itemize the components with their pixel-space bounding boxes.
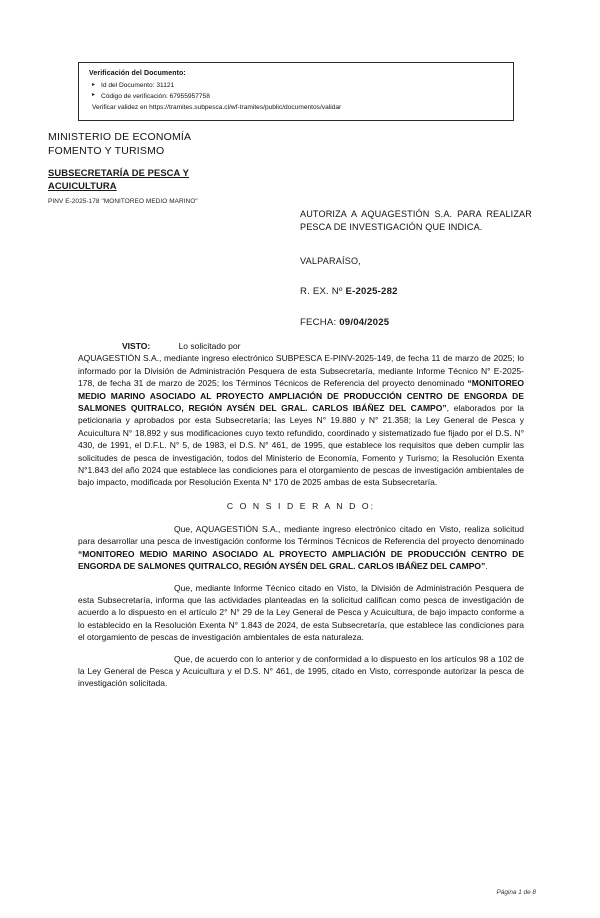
visto-paragraph <box>78 340 524 489</box>
considerando-2: Que, mediante Informe Técnico citado en Visto, la División de Administración Pesquera de esta Subsecretaría, informa que las actividades planteadas en la solicitud califican como pesca de investigación de acuerdo a lo dispuesto en el artículo 2° N° 29 de la Ley General de Pesca y Acuicultura, de bajo impacto conforme a lo establecido en la Resolución Exenta N° 1.843 de 2024, de esta Subsecretaría, que establece las condiciones para el otorgamiento de pescas de investigación ambientales de esta naturaleza. <box>78 582 524 643</box>
list-item: ▸ Id del Documento: 31121 <box>89 81 505 91</box>
header-right-block <box>300 208 532 328</box>
date-label: FECHA: <box>300 317 337 329</box>
visto-text-b: , elaborados por la peticionaria y aprobados por esta Subsecretaría; las Leyes N° 19.880 y N° 21.358; la Ley General de Pesca y Acuicultura N° 18.892 y sus modificaciones cuyo texto refundido, coordinado y sistematizado fue fijado por el D.S. N° 430, de 1991, el D.F.L. N° 5, de 1983, el D.S. N° 461, de 1995, que establece los requisitos que deben cumplir las solicitudes de pesca de investigación, todos del Ministerio de Economía, Fomento y Turismo; la Resolución Exenta N°1.843 del año 2024 que establece las condiciones para el otorgamiento de pescas de investigación ambientales de bajo impacto, modificada por Resolución Exenta N° 170 de 2025 ambas de esta Subsecretaría. <box>78 403 524 488</box>
project-name-bold-2: “MONITOREO MEDIO MARINO ASOCIADO AL PROYECTO AMPLIACIÓN DE PRODUCCIÓN CENTRO DE ENGORDA DE SALMONES QUITRALCO, REGIÓN AYSÉN DEL GRAL. CARLOS IBÁÑEZ DEL CAMPO” <box>78 548 524 572</box>
resolution-number: E-2025-282 <box>345 286 398 298</box>
subsecretaria-line-2: ACUICULTURA <box>48 179 117 191</box>
letterhead <box>48 130 298 205</box>
date-line <box>300 317 532 328</box>
verification-title: Verificación del Documento: <box>89 70 186 77</box>
resolution-label: R. EX. Nº <box>300 286 343 298</box>
project-name-bold-1: “MONITOREO MEDIO MARINO ASOCIADO AL PROYECTO AMPLIACIÓN DE PRODUCCIÓN CENTRO DE ENGORDA DE SALMONES QUITRALCO, REGIÓN AYSÉN DEL GRAL. CARLOS IBÁÑEZ DEL CAMPO” <box>78 378 524 414</box>
document-subject: AUTORIZA A AQUAGESTIÓN S.A. PARA REALIZAR PESCA DE INVESTIGACIÓN QUE INDICA. <box>300 209 532 233</box>
considerando-1 <box>78 523 524 573</box>
visto-text-a: AQUAGESTIÓN S.A., mediante ingreso electrónico SUBPESCA E-PINV-2025-149, de fecha 11 de marzo de 2025; lo informado por la División de Administración Pesquera de esta Subsecretaría, mediante Informe Técnico N° E-2025-178, de fecha 31 de marzo de 2025; los Términos Técnicos de Referencia del proyecto denominado <box>78 353 524 389</box>
verification-url: Verificar validez en https://tramites.subpesca.cl/wf-tramites/public/documentos/validar <box>92 104 342 112</box>
visto-label: VISTO: <box>122 341 151 351</box>
verification-list <box>89 81 505 101</box>
verification-box <box>78 62 514 121</box>
subsecretaria-line-1: SUBSECRETARÍA DE PESCA Y <box>48 167 189 178</box>
considerando-1-text-b: . <box>485 561 488 572</box>
considerando-3: Que, de acuerdo con lo anterior y de conformidad a lo dispuesto en los artículos 98 a 102 de la Ley General de Pesca y Acuicultura y el D.S. N° 461, de 1995, citado en Visto, corresponde autorizar la pesca de investigación solicitada. <box>78 653 524 689</box>
project-reference: PINV E-2025-178 "MONITOREO MEDIO MARINO" <box>48 198 198 205</box>
resolution-line <box>300 286 532 297</box>
document-body <box>78 340 524 699</box>
page-number: Página 1 de 8 <box>496 889 536 896</box>
considerando-heading: C O N S I D E R A N D O: <box>226 500 376 511</box>
city-line: VALPARAÍSO, <box>300 256 361 267</box>
ministry-line-2: FOMENTO Y TURISMO <box>48 145 165 157</box>
list-item: ▸ Código de verificación: 67955957758 <box>89 92 505 102</box>
visto-lead: Lo solicitado por <box>178 341 241 351</box>
date-value: 09/04/2025 <box>339 317 390 329</box>
ministry-line-1: MINISTERIO DE ECONOMÍA <box>48 131 192 143</box>
considerando-1-text-a: Que, AQUAGESTIÓN S.A., mediante ingreso electrónico citado en Visto, realiza solicitud para desarrollar una pesca de investigación conforme los Términos Técnicos de Referencia del proyecto denominado <box>78 523 524 547</box>
